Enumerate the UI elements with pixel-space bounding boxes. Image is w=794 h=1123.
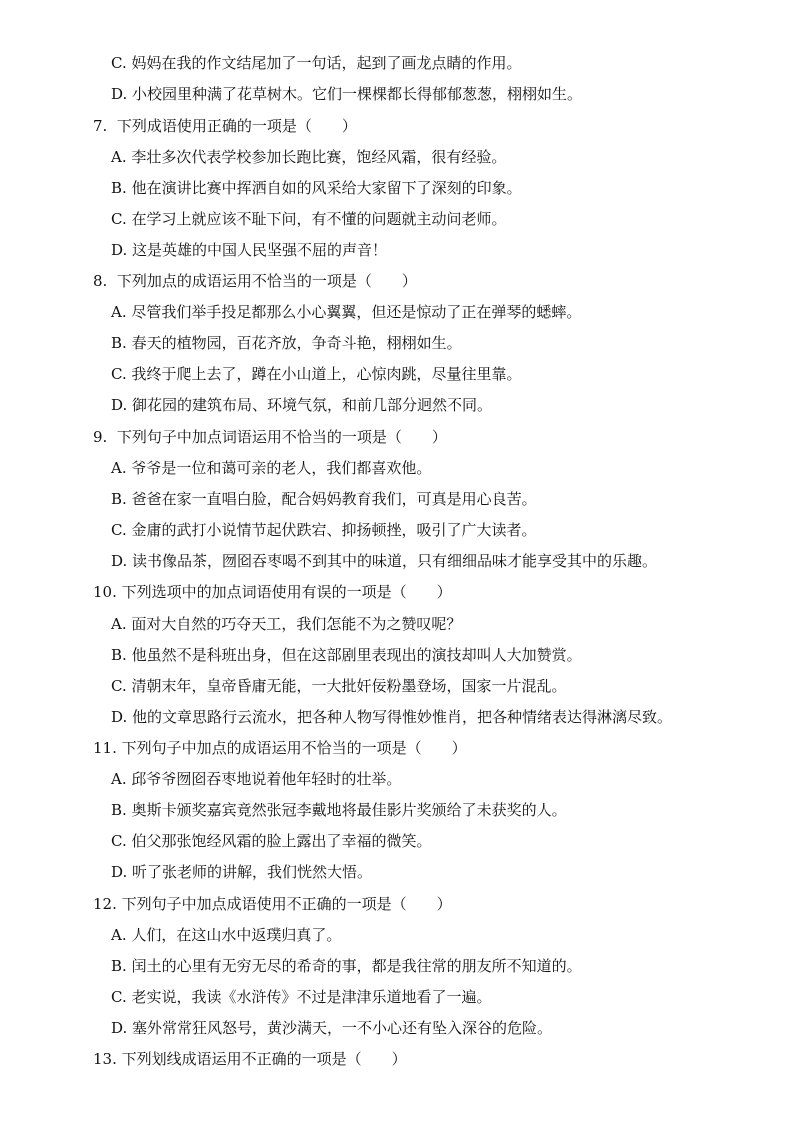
option-letter: B.: [111, 490, 127, 508]
question-7: [93, 116, 357, 136]
option-letter: D.: [111, 708, 128, 726]
option-d: [111, 1018, 552, 1038]
option-text: 人们，在这山水中返璞归真了。: [131, 926, 342, 944]
option-b: [111, 645, 582, 665]
question-stem: 下列划线成语运用不正确的一项是（ ）: [121, 1050, 407, 1068]
option-d: [111, 84, 582, 104]
option-a: [111, 614, 461, 634]
option-c: [111, 676, 567, 696]
option-letter: D.: [111, 1019, 128, 1037]
option-b: [111, 489, 537, 509]
option-letter: D.: [111, 552, 128, 570]
question-stem: 下列选项中的加点词语使用有误的一项是（ ）: [121, 583, 452, 601]
option-a: [111, 925, 341, 945]
question-number: 9.: [93, 428, 108, 446]
option-text: 他虽然不是科班出身，但在这部剧里表现出的演技却叫人大加赞赏。: [131, 646, 582, 664]
option-text: 邱爷爷囫囵吞枣地说着他年轻时的壮举。: [131, 770, 402, 788]
question-8: [93, 271, 417, 291]
option-text: 我终于爬上去了，蹲在小山道上，心惊肉跳，尽量往里靠。: [131, 365, 522, 383]
option-letter: C.: [111, 365, 127, 383]
question-11: [93, 738, 467, 758]
option-letter: A.: [111, 770, 127, 788]
option-text: 李壮多次代表学校参加长跑比赛，饱经风霜，很有经验。: [131, 148, 507, 166]
option-text: 塞外常常狂风怒号，黄沙满天，一不小心还有坠入深谷的危险。: [132, 1019, 553, 1037]
option-text: 闰土的心里有无穷无尽的希奇的事，都是我往常的朋友所不知道的。: [131, 957, 582, 975]
option-c: [111, 520, 537, 540]
question-number: 8.: [93, 272, 108, 290]
option-a: [111, 302, 581, 322]
option-c: [111, 364, 522, 384]
question-stem: 下列加点的成语运用不恰当的一项是（ ）: [116, 272, 417, 290]
option-text: 听了张老师的讲解，我们恍然大悟。: [132, 863, 373, 881]
question-stem: 下列成语使用正确的一项是（ ）: [116, 117, 357, 135]
option-letter: A.: [111, 926, 127, 944]
option-letter: B.: [111, 334, 127, 352]
option-b: [111, 800, 567, 820]
option-text: 爸爸在家一直唱白脸，配合妈妈教育我们，可真是用心良苦。: [131, 490, 537, 508]
option-letter: C.: [111, 677, 127, 695]
question-stem: 下列句子中加点成语使用不正确的一项是（ ）: [121, 895, 452, 913]
option-letter: D.: [111, 241, 128, 259]
option-c: [111, 53, 522, 73]
option-c: [111, 987, 492, 1007]
option-letter: A.: [111, 303, 127, 321]
option-a: [111, 769, 401, 789]
question-number: 12.: [93, 895, 117, 913]
option-letter: C.: [111, 210, 127, 228]
question-stem: 下列句子中加点词语运用不恰当的一项是（ ）: [116, 428, 447, 446]
option-c: [111, 209, 507, 229]
option-letter: A.: [111, 615, 127, 633]
option-letter: B.: [111, 801, 127, 819]
option-letter: C.: [111, 54, 127, 72]
question-number: 10.: [93, 583, 117, 601]
option-letter: C.: [111, 521, 127, 539]
option-letter: D.: [111, 396, 128, 414]
option-text: 金庸的武打小说情节起伏跌宕、抑扬顿挫，吸引了广大读者。: [131, 521, 537, 539]
option-text: 御花园的建筑布局、环境气氛，和前几部分迥然不同。: [132, 396, 493, 414]
option-d: [111, 707, 672, 727]
option-text: 清朝末年，皇帝昏庸无能，一大批奸佞粉墨登场，国家一片混乱。: [131, 677, 567, 695]
option-text: 小校园里种满了花草树木。它们一棵棵都长得郁郁葱葱，栩栩如生。: [132, 85, 583, 103]
option-text: 伯父那张饱经风霜的脸上露出了幸福的微笑。: [131, 832, 432, 850]
option-b: [111, 956, 582, 976]
option-text: 他在演讲比赛中挥洒自如的风采给大家留下了深刻的印象。: [131, 179, 522, 197]
option-letter: C.: [111, 832, 127, 850]
option-text: 读书像品茶，囫囵吞枣喝不到其中的味道，只有细细品味才能享受其中的乐趣。: [132, 552, 658, 570]
question-10: [93, 582, 452, 602]
option-text: 尽管我们举手投足都那么小心翼翼，但还是惊动了正在弹琴的蟋蟀。: [131, 303, 582, 321]
question-13: [93, 1049, 407, 1069]
question-number: 11.: [93, 739, 117, 757]
option-letter: B.: [111, 179, 127, 197]
option-text: 爷爷是一位和蔼可亲的老人，我们都喜欢他。: [131, 459, 432, 477]
option-text: 这是英雄的中国人民坚强不屈的声音！: [132, 241, 388, 259]
option-text: 在学习上就应该不耻下问，有不懂的问题就主动问老师。: [131, 210, 507, 228]
option-text: 他的文章思路行云流水，把各种人物写得惟妙惟肖，把各种情绪表达得淋漓尽致。: [132, 708, 673, 726]
option-b: [111, 333, 462, 353]
option-d: [111, 240, 387, 260]
option-letter: B.: [111, 646, 127, 664]
option-text: 春天的植物园，百花齐放，争奇斗艳，栩栩如生。: [131, 334, 462, 352]
option-b: [111, 178, 522, 198]
option-d: [111, 551, 657, 571]
option-text: 妈妈在我的作文结尾加了一句话，起到了画龙点睛的作用。: [131, 54, 522, 72]
option-letter: A.: [111, 148, 127, 166]
option-letter: C.: [111, 988, 127, 1006]
option-a: [111, 458, 431, 478]
option-text: 老实说，我读《水浒传》不过是津津乐道地看了一遍。: [131, 988, 492, 1006]
option-d: [111, 395, 492, 415]
question-number: 13.: [93, 1050, 117, 1068]
option-text: 奥斯卡颁奖嘉宾竟然张冠李戴地将最佳影片奖颁给了未获奖的人。: [131, 801, 567, 819]
option-letter: D.: [111, 863, 128, 881]
question-9: [93, 427, 447, 447]
option-letter: B.: [111, 957, 127, 975]
question-stem: 下列句子中加点的成语运用不恰当的一项是（ ）: [121, 739, 467, 757]
option-a: [111, 147, 506, 167]
question-12: [93, 894, 452, 914]
option-c: [111, 831, 432, 851]
question-number: 7.: [93, 117, 108, 135]
option-letter: D.: [111, 85, 128, 103]
option-letter: A.: [111, 459, 127, 477]
option-d: [111, 862, 372, 882]
option-text: 面对大自然的巧夺天工，我们怎能不为之赞叹呢？: [131, 615, 462, 633]
